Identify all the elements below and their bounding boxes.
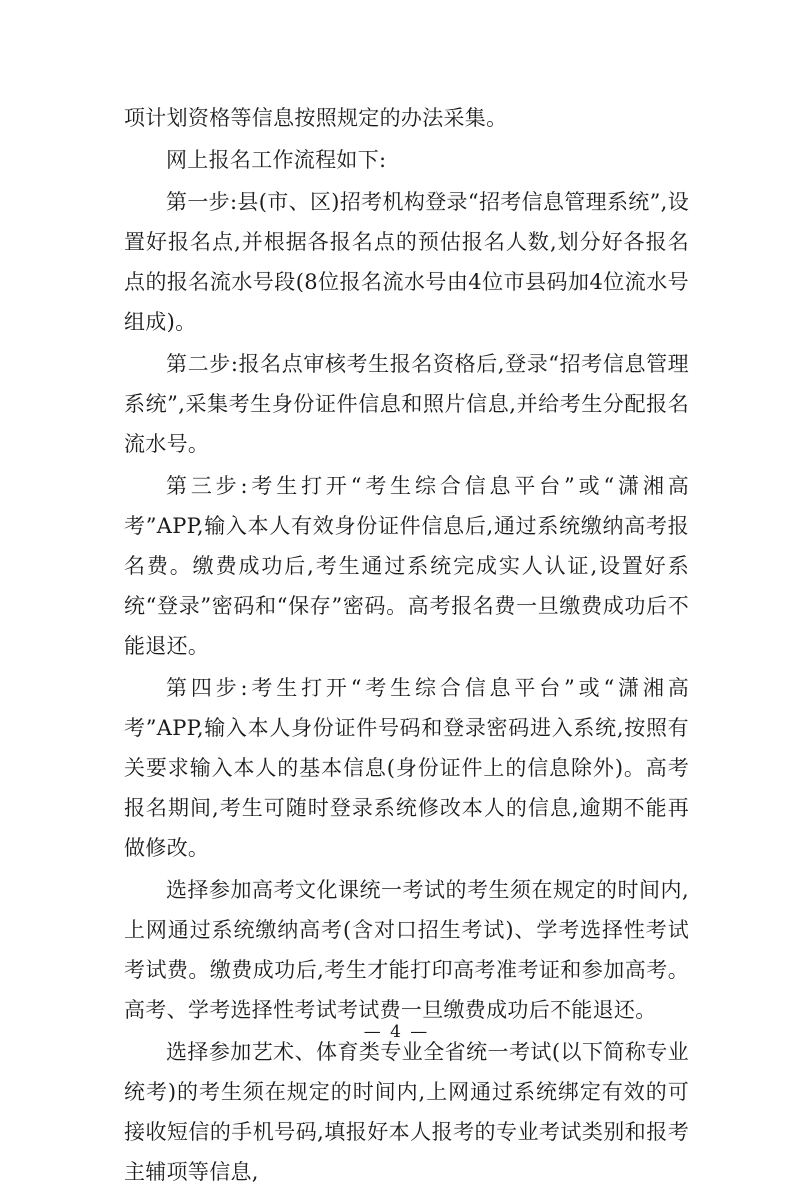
- paragraph-exam-fee: 选择参加高考文化课统一考试的考生须在规定的时间内,上网通过系统缴纳高考(含对口招生考试)、学考选择性考试考试费。缴费成功后,考生才能打印高考准考证和参加高考。高考、学考选择性考试考试费一旦缴费成功后不能退还。: [124, 878, 689, 1022]
- paragraph-continuation: 项计划资格等信息按照规定的办法采集。: [124, 106, 508, 130]
- paragraph-step-three: 第三步:考生打开“考生综合信息平台”或“潇湘高考”APP,输入本人有效身份证件信息后,通过系统缴纳高考报名费。缴费成功后,考生通过系统完成实人认证,设置好系统“登录”密码和“保存”密码。高考报名费一旦缴费成功后不能退还。: [124, 474, 689, 658]
- paragraph-step-one: 第一步:县(市、区)招考机构登录“招考信息管理系统”,设置好报名点,并根据各报名点的预估报名人数,划分好各报名点的报名流水号段(8位报名流水号由4位市县码加4位流水号组成)。: [124, 190, 689, 334]
- paragraph-step-four: 第四步:考生打开“考生综合信息平台”或“潇湘高考”APP,输入本人身份证件号码和登录密码进入系统,按照有关要求输入本人的基本信息(身份证件上的信息除外)。高考报名期间,考生可随时登录系统修改本人的信息,逾期不能再做修改。: [124, 676, 689, 860]
- paragraph-art-sports-exam: 选择参加艺术、体育类专业全省统一考试(以下简称专业统考)的考生须在规定的时间内,上网通过系统绑定有效的可接收短信的手机号码,填报好本人报考的专业考试类别和报考主辅项等信息,: [124, 1040, 689, 1184]
- paragraph-process-intro: 网上报名工作流程如下:: [166, 148, 387, 172]
- paragraph-step-two: 第二步:报名点审核考生报名资格后,登录“招考信息管理系统”,采集考生身份证件信息和照片信息,并给考生分配报名流水号。: [124, 352, 689, 456]
- page-number: — 4 —: [363, 1022, 430, 1042]
